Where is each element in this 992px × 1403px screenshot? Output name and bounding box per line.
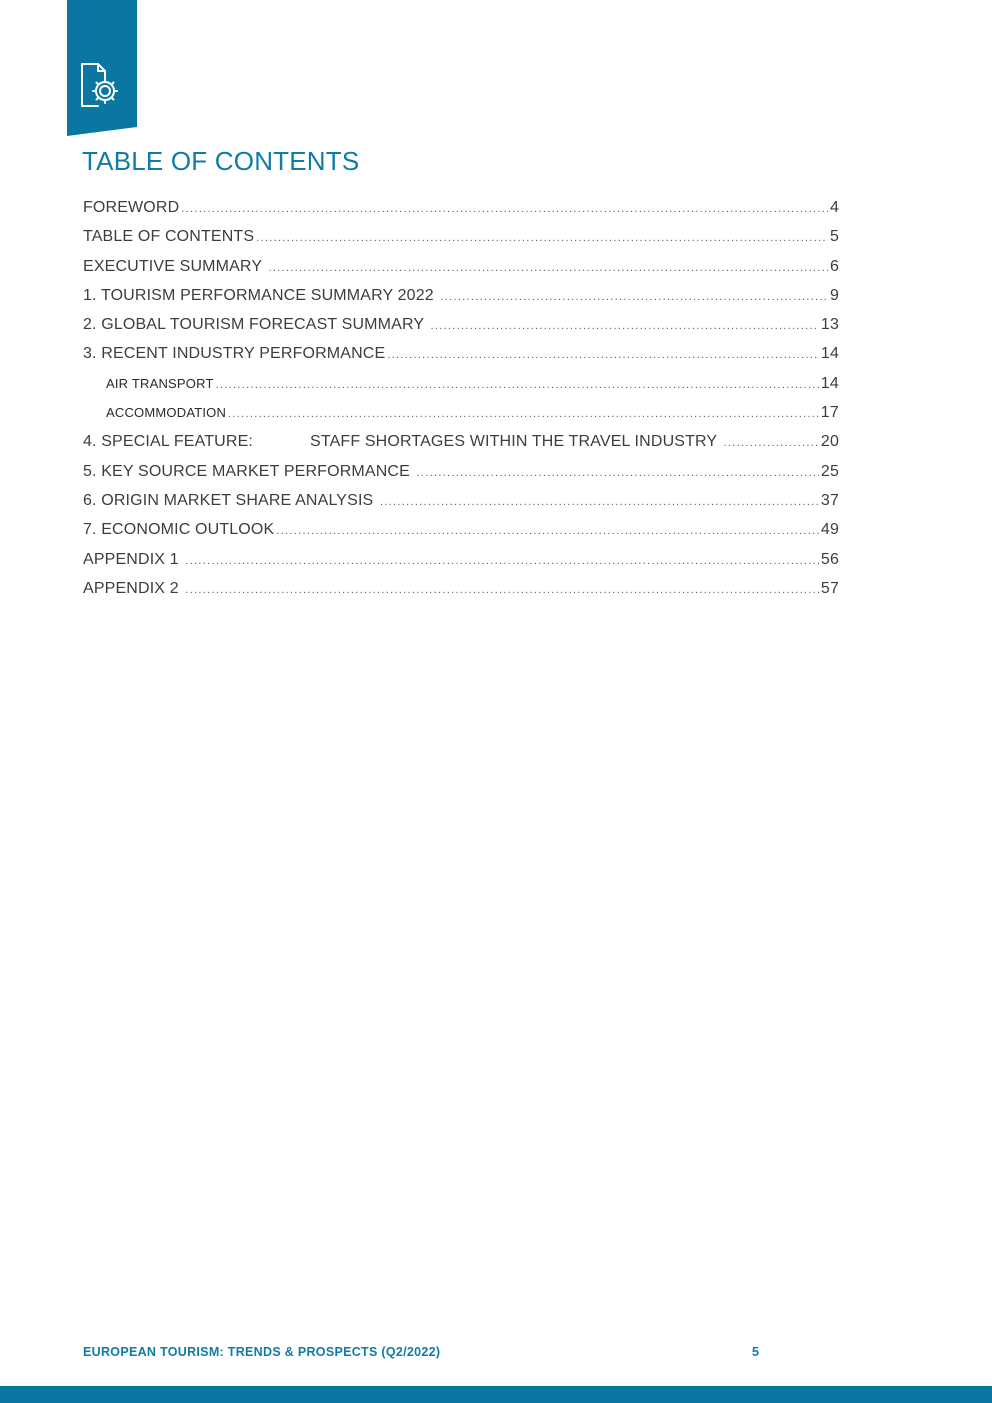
toc-entry[interactable] [83,339,839,368]
header-tab [67,0,137,136]
toc-leader-dots [185,576,819,605]
toc-entry-label: ACCOMMODATION [106,405,227,421]
toc-entry-page: 14 [820,374,839,392]
toc-entry[interactable] [83,281,839,310]
toc-entry-label: EXECUTIVE SUMMARY [83,257,267,275]
toc-entry[interactable] [83,486,839,515]
toc-entry-page: 13 [820,316,839,334]
toc-entry-label: 3. RECENT INDUSTRY PERFORMANCE [83,345,386,363]
toc-leader-dots [380,488,819,517]
toc-entry-label: FOREWORD [83,199,180,216]
toc-entry-label: APPENDIX 1 [83,550,184,568]
toc-entry-label: 4. SPECIAL FEATURE: [83,433,254,451]
toc-entry[interactable] [83,427,839,456]
toc-entry-label: TABLE OF CONTENTS [83,228,255,246]
toc-leader-dots [185,547,819,576]
toc-entry-page: 20 [820,433,839,451]
toc-entry-label-continued: STAFF SHORTAGES WITHIN THE TRAVEL INDUSTRY [310,433,722,451]
toc-entry-page: 5 [829,228,839,246]
toc-leader-dots [387,341,819,370]
toc-entry[interactable] [83,574,839,603]
toc-leader-dots [256,224,828,253]
toc-entry-page: 14 [820,345,839,363]
toc-leader-dots [417,459,819,488]
page-title: TABLE OF CONTENTS [82,146,360,176]
toc-entry-page: 49 [820,521,839,539]
toc-entry[interactable] [83,193,839,222]
toc-entry-page: 57 [820,579,839,597]
toc-entry[interactable] [83,310,839,339]
toc-entry[interactable] [83,457,839,486]
toc-leader-dots [268,254,827,283]
table-of-contents [83,193,839,603]
toc-leader-dots [228,400,819,429]
toc-leader-dots [440,283,828,312]
toc-entry-label: 6. ORIGIN MARKET SHARE ANALYSIS [83,491,378,509]
toc-entry-label: APPENDIX 2 [83,579,184,597]
toc-entry-page: 25 [820,462,839,480]
toc-entry-page: 56 [820,550,839,568]
toc-leader-dots [430,312,818,341]
toc-subentry[interactable] [83,369,839,398]
toc-entry-label: 7. ECONOMIC OUTLOOK [83,521,275,539]
toc-entry-label: 1. TOURISM PERFORMANCE SUMMARY 2022 [83,286,439,304]
toc-entry-label: 5. KEY SOURCE MARKET PERFORMANCE [83,462,415,480]
footer-page-number: 5 [752,1345,759,1359]
toc-entry[interactable] [83,252,839,281]
toc-leader-dots [181,195,828,224]
toc-entry-label: 2. GLOBAL TOURISM FORECAST SUMMARY [83,316,429,334]
toc-leader-dots [276,517,819,546]
footer-document-title: EUROPEAN TOURISM: TRENDS & PROSPECTS (Q2/2022) [83,1345,441,1359]
toc-entry[interactable] [83,545,839,574]
footer-bar [0,1386,992,1403]
toc-entry-page: 6 [829,257,839,275]
toc-entry[interactable] [83,222,839,251]
toc-leader-dots [216,371,819,400]
toc-entry-page: 17 [820,404,839,422]
toc-entry-page: 4 [829,199,839,216]
toc-entry-page: 37 [820,491,839,509]
toc-entry-label: AIR TRANSPORT [106,375,214,391]
toc-subentry[interactable] [83,398,839,427]
toc-leader-dots [724,429,819,458]
toc-entry-page: 9 [829,286,839,304]
toc-entry[interactable] [83,515,839,544]
